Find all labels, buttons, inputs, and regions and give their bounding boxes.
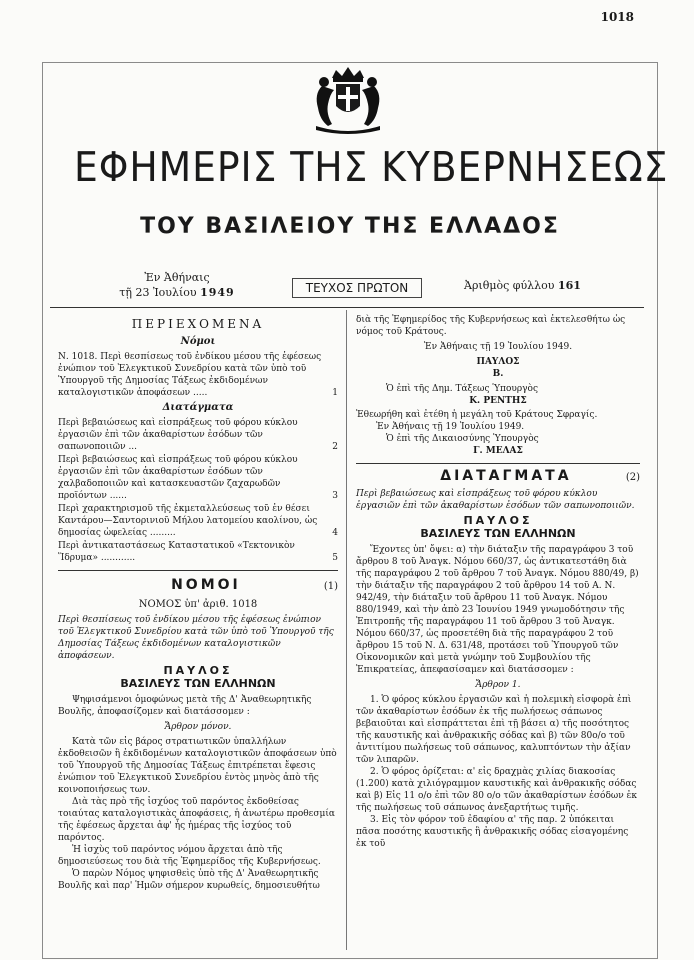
king-name: ΠΑΥΛΟΣ (463, 514, 533, 527)
law-paragraph: Ἡ ἰσχὺς τοῦ παρόντος νόμου ἄρχεται ἀπὸ τῆς δημοσιεύσεως του διὰ τῆς Ἐφημερίδος τῆς Κυβερνήσεως. (58, 845, 321, 867)
toc-item-page: 2 (332, 442, 338, 452)
contents-decrees-heading: Διατάγματα (162, 402, 234, 413)
toc-item: Ν. 1018. Περὶ θεσπίσεως τοῦ ἐνδίκου μέσου τῆς ἐφέσεως ἐνώπιον τοῦ Ἐλεγκτικοῦ Συνεδρίου κατὰ τῶν ὑπὸ τοῦ Ὑπουργοῦ τῆς Δημοσίας Τάξεως ἐκδιδομένων καταλογιστικῶν ἀποφάσεων ..... 1 (58, 352, 338, 398)
justice-minister-name: Γ. ΜΕΛΑΣ (473, 446, 523, 456)
sheet-number (464, 279, 634, 292)
masthead-subtitle: ΤΟΥ ΒΑΣΙΛΕΙΟΥ ΤΗΣ ΕΛΛΑΔΟΣ (140, 214, 560, 239)
masthead-title: ΕΦΗΜΕΡΙΣ ΤΗΣ ΚΥΒΕΡΝΗΣΕΩΣ (74, 143, 669, 191)
decree-paragraph: 3. Εἰς τὸν φόρον τοῦ ἐδαφίου α' τῆς παρ. 2 ὑπόκειται πᾶσα ποσότης καυστικῆς ἢ ἀνθρακικῆς σόδας εἰσαγομένης ἐκ τοῦ (356, 815, 629, 849)
law-subject: Περὶ θεσπίσεως τοῦ ἐνδίκου μέσου τῆς ἐφέσεως ἐνώπιον τοῦ Ἐλεγκτικοῦ Συνεδρίου κατὰ τῶν ὑπὸ τοῦ Ὑπουργοῦ τῆς Δημοσίας Τάξεως ἐκδιδομένων καταλογιστικῶν ἀποφάσεων. (58, 615, 334, 661)
toc-item-text: Περὶ ἀντικαταστάσεως Καταστατικοῦ «Τεκτονικὸν Ἵδρυμα» (58, 541, 295, 563)
king-name: ΠΑΥΛΟΣ (163, 664, 233, 677)
toc-item: Περὶ βεβαιώσεως καὶ εἰσπράξεως τοῦ φόρου κύκλου ἐργασιῶν ἐπὶ τῶν ἀκαθαρίστων ἐσόδων τῶν χαλβαδοποιιῶν καὶ κατασκευαστῶν ζαχαρωδῶν προϊόντων ...... 3 (58, 455, 338, 501)
decrees-section-number: (2) (625, 472, 640, 483)
toc-item-page: 5 (332, 553, 338, 563)
toc-item-page: 3 (332, 491, 338, 501)
toc-item-page: 1 (332, 388, 338, 398)
column-divider (346, 310, 347, 950)
sheet-number-value: 161 (557, 279, 581, 292)
seal-date: Ἐν Ἀθήναις τῇ 19 Ἰουλίου 1949. (376, 422, 525, 432)
laws-section-heading: ΝΟΜΟΙ (171, 577, 241, 593)
law-paragraph: Ὁ παρὼν Νόμος ψηφισθεὶς ὑπὸ τῆς Δ' Ἀναθεωρητικῆς Βουλῆς καὶ παρ' Ἡμῶν σήμερον κυρωθείς, δημοσιευθήτω (58, 869, 320, 891)
issue-place: Ἐν Ἀθήναις (144, 271, 210, 284)
toc-item-text: Περὶ βεβαιώσεως καὶ εἰσπράξεως τοῦ φόρου κύκλου ἐργασιῶν ἐπὶ τῶν ἀκαθαρίστων ἐσόδων τῶν σαπωνοποιιῶν (58, 418, 298, 452)
toc-item: Περὶ βεβαιώσεως καὶ εἰσπράξεως τοῦ φόρου κύκλου ἐργασιῶν ἐπὶ τῶν ἀκαθαρίστων ἐσόδων τῶν σαπωνοποιιῶν ... 2 (58, 418, 338, 452)
section-rule (356, 463, 640, 464)
toc-item-text: Ν. 1018. Περὶ θεσπίσεως τοῦ ἐνδίκου μέσου τῆς ἐφέσεως ἐνώπιον τοῦ Ἐλεγκτικοῦ Συνεδρίου κατὰ τῶν ὑπὸ τοῦ Ὑπουργοῦ τῆς Δημοσίας Τάξεως ἐκδιδομένων καταλογιστικῶν ἀποφάσεων (58, 352, 322, 398)
decree-paragraph: 2. Ὁ φόρος ὁρίζεται: α' εἰς δραχμὰς χιλίας διακοσίας (1.200) κατὰ χιλιόγραμμον καυστικῆς καὶ ἀνθρακικῆς σόδας καὶ β) Εἰς 11 ο/ο ἐπὶ τῶν 80 ο/ο τῶν ἀκαθαρίστων ἐσόδων ἐκ τῆς πωλήσεως τοῦ σάπωνος ἀνεξαρτήτως τιμῆς. (356, 767, 638, 813)
minister-role: Ὁ ἐπὶ τῆς Δημ. Τάξεως Ὑπουργὸς (386, 384, 538, 394)
decree-subject: Περὶ βεβαιώσεως καὶ εἰσπράξεως τοῦ φόρου κύκλου ἐργασιῶν ἐπὶ τῶν ἀκαθαρίστων ἐσόδων τῶν σαπωνοποιιῶν. (356, 489, 635, 511)
toc-item-text: Περὶ χαρακτηρισμοῦ τῆς ἐκμεταλλεύσεως τοῦ ἐν θέσει Καντάρου—Σαντορινιοῦ Μήλου λατομείου καολίνου, ὡς δημοσίας ὠφελείας (58, 504, 318, 538)
decrees-section-header (356, 470, 640, 484)
seal-line: Ἐθεωρήθη καὶ ἐτέθη ἡ μεγάλη τοῦ Κράτους Σφραγίς. (356, 410, 598, 420)
law-title: ΝΟΜΟΣ ὑπ' ἀριθ. 1018 (138, 599, 258, 610)
decrees-section-heading: ΔΙΑΤΑΓΜΑΤΑ (440, 468, 572, 484)
minister-name: Κ. ΡΕΝΤΗΣ (469, 396, 527, 406)
page-number: 1018 (600, 10, 634, 24)
laws-section-number: (1) (323, 581, 338, 592)
coat-of-arms-icon (302, 64, 394, 136)
toc-item: Περὶ χαρακτηρισμοῦ τῆς ἐκμεταλλεύσεως τοῦ ἐν θέσει Καντάρου—Σαντορινιοῦ Μήλου λατομείου καολίνου, ὡς δημοσίας ὠφελείας ......... 4 (58, 504, 338, 538)
signature-king: ΠΑΥΛΟΣ (476, 357, 520, 367)
law-date: Ἐν Ἀθήναις τῇ 19 Ἰουλίου 1949. (423, 342, 573, 352)
decree-article-heading: Ἄρθρον 1. (475, 680, 521, 690)
law-article-heading: Ἄρθρον μόνον. (164, 722, 232, 732)
right-column (356, 314, 640, 850)
decree-paragraph: 1. Ὁ φόρος κύκλου ἐργασιῶν καὶ ἡ πολεμικὴ εἰσφορὰ ἐπὶ τῶν ἀκαθαρίστων ἐσόδων ἐκ τῆς πωλήσεως σάπωνος βεβαιοῦται καὶ εἰσπράττεται ἐπὶ τῇ βάσει α) τῆς ποσότητος τῆς καυστικῆς καὶ ἀνθρακικῆς σόδας καὶ β) τῶν 80ο/ο τοῦ ἀντιτίμου πωλήσεως τοῦ σάπωνος, καλυπτόντων τὴν ἀξίαν τῶν λιπαρῶν. (356, 695, 632, 765)
toc-item-text: Περὶ βεβαιώσεως καὶ εἰσπράξεως τοῦ φόρου κύκλου ἐργασιῶν ἐπὶ τῶν ἀκαθαρίστων ἐσόδων τῶν χαλβαδοποιιῶν καὶ κατασκευαστῶν ζαχαρωδῶν προϊόντων (58, 455, 298, 501)
law-paragraph: Κατὰ τῶν εἰς βάρος στρατιωτικῶν ὑπαλλήλων ἐκδοθεισῶν ἢ ἐκδιδομένων καταλογιστικῶν ἀποφάσεων ὑπὸ τοῦ Ὑπουργοῦ τῆς Δημοσίας Τάξεως ἐπιτρέπεται ἔφεσις ἐνώπιον τοῦ Ἐλεγκτικοῦ Συνεδρίου ἐντὸς μηνὸς ἀπὸ τῆς κοινοποιήσεως των. (58, 737, 337, 795)
issue-date (112, 270, 242, 300)
law-intro: Ψηφισάμενοι ὁμοφώνως μετὰ τῆς Δ' Ἀναθεωρητικῆς Βουλῆς, ἀποφασίζομεν καὶ διατάσσομεν : (58, 695, 312, 717)
law-continuation: διὰ τῆς Ἐφημερίδος τῆς Κυβερνήσεως καὶ ἐκτελεσθήτω ὡς νόμος τοῦ Κράτους. (356, 315, 626, 337)
sheet-number-label: Ἀριθμὸς φύλλου (464, 279, 555, 292)
toc-item: Περὶ ἀντικαταστάσεως Καταστατικοῦ «Τεκτονικὸν Ἵδρυμα» ............ 5 (58, 541, 338, 563)
contents-heading: ΠΕΡΙΕΧΟΜΕΝΑ (131, 317, 265, 331)
header-rule (50, 307, 644, 308)
issue-date-prefix: τῇ 23 Ἰουλίου (119, 286, 197, 299)
king-title: ΒΑΣΙΛΕΥΣ ΤΩΝ ΕΛΛΗΝΩΝ (420, 527, 576, 540)
issue-year: 1949 (200, 286, 235, 299)
decree-preamble: Ἔχοντες ὑπ' ὄψει: α) τὴν διάταξιν τῆς παραγράφου 3 τοῦ ἄρθρου 8 τοῦ Ἀναγκ. Νόμου 660/37, ὡς ἀντικατεστάθη διὰ τῆς παραγράφου 2 τοῦ ἄρθρου 7 τοῦ Ἀναγκ. Νόμου 880/49, β) τὴν διάταξιν τῆς παραγράφου 2 τοῦ ἄρθρου 14 τοῦ Α. Ν. 942/49, τὴν διάταξιν τοῦ ἄρθρου 11 τοῦ Ἀναγκ. Νόμου 880/1949, καὶ τὴν ἀπὸ 23 Ἰουνίου 1949 γνωμοδότησιν τῆς Ἐπιτροπῆς τῆς παραγράφου 11 τοῦ ἄρθρου 3 τοῦ Ἀναγκ. Νόμου 660/37, ὡς προσετέθη διὰ τῆς παραγράφου 2 τοῦ ἄρθρου 15 τοῦ Ν. Δ. 631/48, προτάσει τοῦ Ὑπουργοῦ τῶν Οἰκονομικῶν καὶ μετὰ γνώμην τοῦ Συμβουλίου τῆς Ἐπικρατείας, ἀπεφασίσαμεν καὶ διατάσσομεν : (356, 545, 639, 675)
issue-series-box: ΤΕΥΧΟΣ ΠΡΩΤΟΝ (292, 278, 422, 298)
contents-laws-heading: Νόμοι (180, 336, 216, 347)
section-rule (58, 570, 338, 571)
king-title: ΒΑΣΙΛΕΥΣ ΤΩΝ ΕΛΛΗΝΩΝ (120, 677, 276, 690)
law-paragraph: Διὰ τὰς πρὸ τῆς ἰσχύος τοῦ παρόντος ἐκδοθείσας τοιαύτας καταλογιστικὰς ἀποφάσεις, ἡ ἀνωτέρω προθεσμία τῆς ἐφέσεως ἄρχεται ἀφ' ἧς ἡμέρας τῆς ἰσχύος τοῦ παρόντος. (58, 797, 335, 843)
justice-minister-role: Ὁ ἐπὶ τῆς Δικαιοσύνης Ὑπουργὸς (386, 434, 539, 444)
toc-item-page: 4 (332, 528, 338, 538)
laws-section-header (58, 579, 338, 593)
left-column (58, 314, 338, 892)
signature-initial: Β. (492, 369, 504, 379)
